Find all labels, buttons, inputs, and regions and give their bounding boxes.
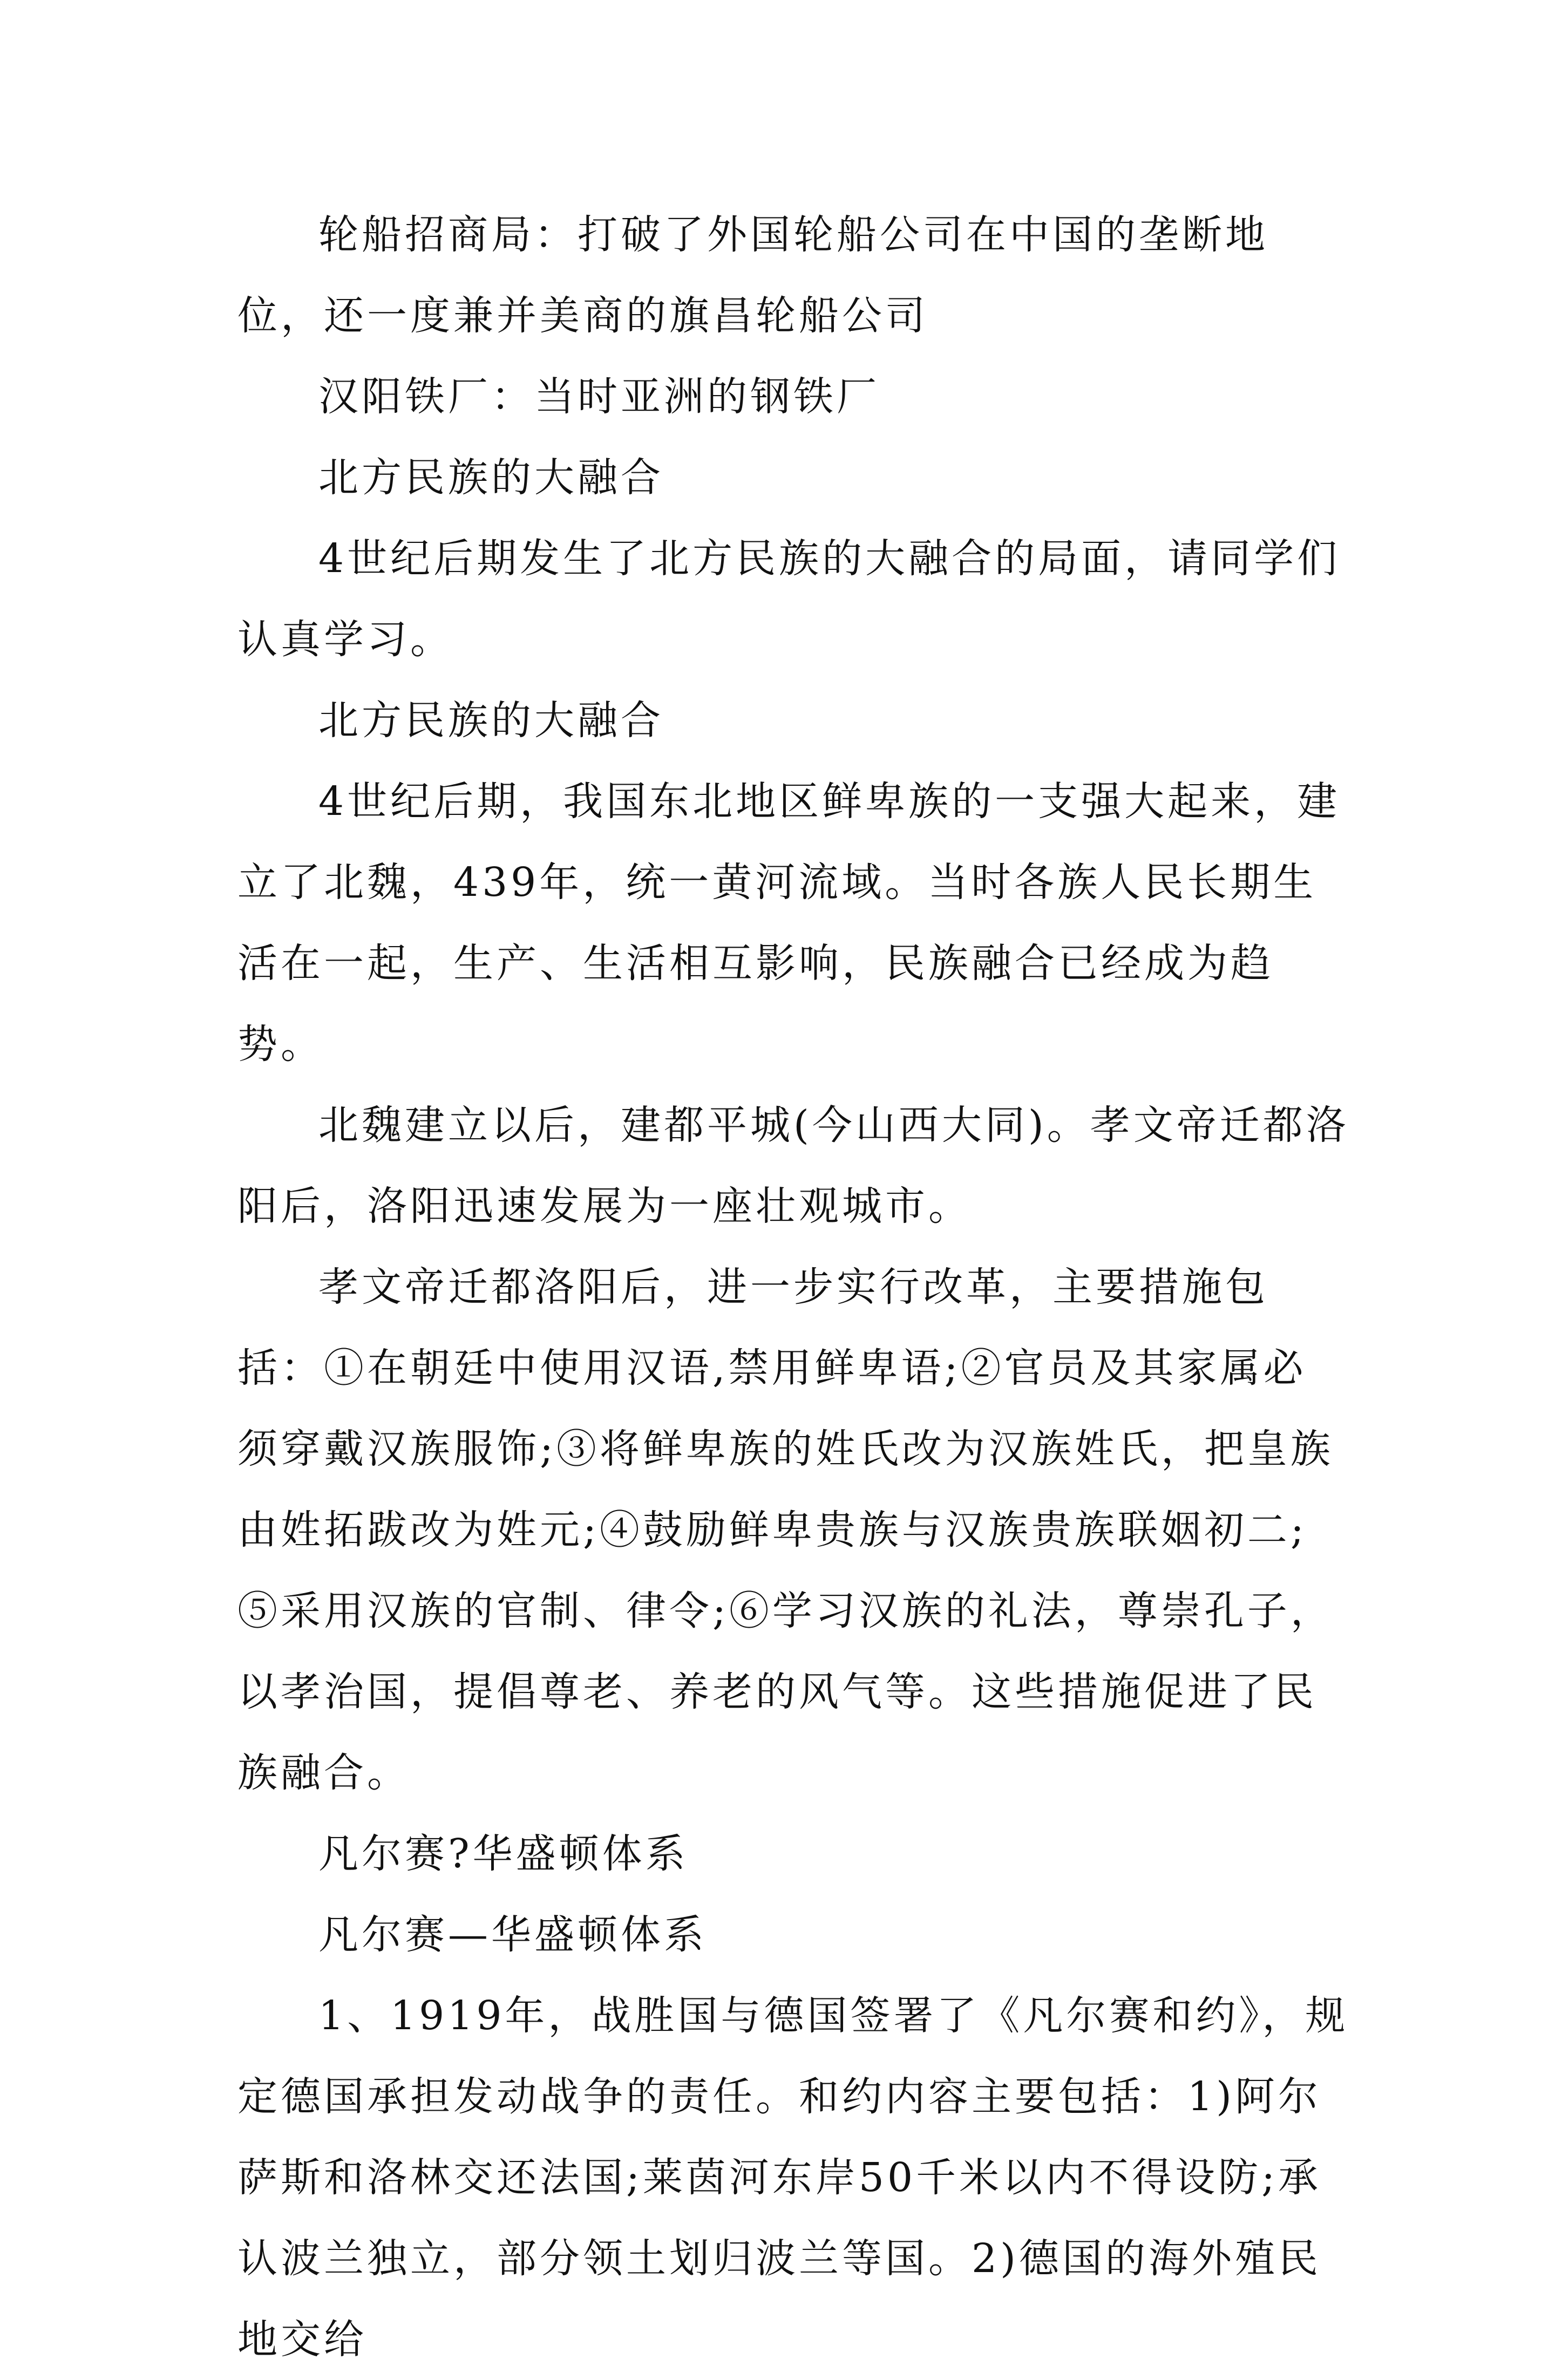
document-body [237, 194, 1349, 2380]
heading-versailles-1: 凡尔赛?华盛顿体系 [318, 1831, 689, 1877]
paragraph-beiwei: 北魏建立以后，建都平城(今山西大同)。孝文帝迁都洛阳后，洛阳迅速发展为一座壮观城市。 [237, 1102, 1349, 1229]
paragraph-hanyang: 汉阳铁厂：当时亚洲的钢铁厂 [318, 373, 880, 420]
paragraph-xianbei: 4世纪后期，我国东北地区鲜卑族的一支强大起来，建立了北魏，439年，统一黄河流域。当时各族人民长期生活在一起，生产、生活相互影响，民族融合已经成为趋势。 [237, 778, 1341, 1067]
heading-versailles-2: 凡尔赛—华盛顿体系 [318, 1912, 707, 1958]
paragraph-lunchuan: 轮船招商局：打破了外国轮船公司在中国的垄断地位，还一度兼并美商的旗昌轮船公司 [237, 212, 1268, 339]
paragraph-reform: 孝文帝迁都洛阳后，进一步实行改革，主要措施包括：①在朝廷中使用汉语,禁用鲜卑语;②官员及其家属必须穿戴汉族服饰;③将鲜卑族的姓氏改为汉族姓氏，把皇族由姓拓跋改为姓元;④鼓励鲜卑贵族与汉族贵族联姻初二;⑤采用汉族的官制、律令;⑥学习汉族的礼法，尊崇孔子，以孝治国，提倡尊老、养老的风气等。这些措施促进了民族融合。 [237, 1264, 1334, 1796]
paragraph-treaty: 1、1919年，战胜国与德国签署了《凡尔赛和约》，规定德国承担发动战争的责任。和约内容主要包括：1)阿尔萨斯和洛林交还法国;莱茵河东岸50千米以内不得设防;承认波兰独立，部分领土划归波兰等国。2)德国的海外殖民地交给 [237, 1993, 1349, 2363]
heading-beifang-2: 北方民族的大融合 [318, 697, 664, 744]
heading-beifang-1: 北方民族的大融合 [318, 454, 664, 501]
paragraph-intro: 4世纪后期发生了北方民族的大融合的局面，请同学们认真学习。 [237, 535, 1341, 663]
